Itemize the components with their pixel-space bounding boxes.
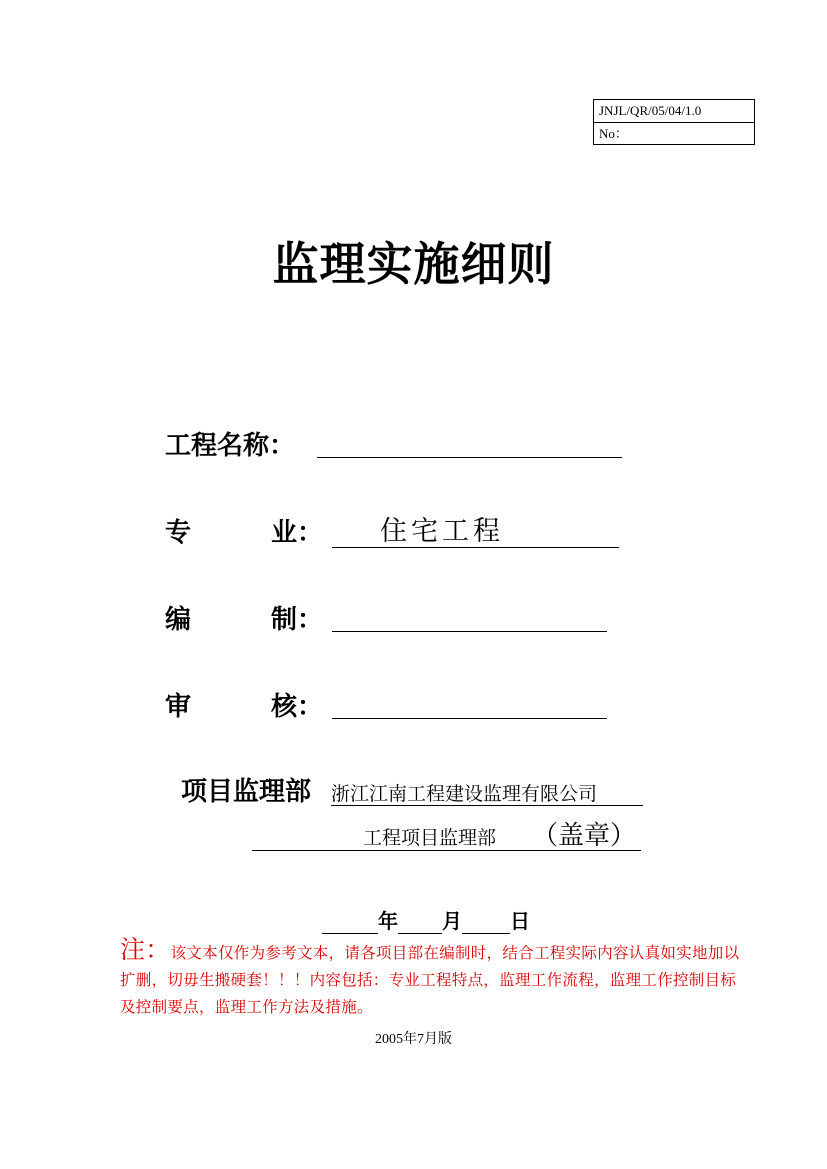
specialty-label-b: 业： (271, 518, 324, 548)
note-head: 注： (120, 935, 171, 964)
reviewed-label-a: 审 (165, 692, 192, 722)
specialty-field (165, 512, 625, 552)
reviewed-label-b: 核： (271, 692, 324, 722)
department-underline-1 (331, 805, 643, 806)
document-code: JNJL/QR/05/04/1.0 (599, 103, 702, 118)
specialty-label-a: 专 (165, 518, 192, 548)
note (120, 936, 750, 1021)
department-company: 浙江江南工程建设监理有限公司 (331, 783, 598, 805)
page-title: 监理实施细则 (272, 237, 555, 291)
note-text: 该文本仅作为参考文本，请各项目部在编制时，结合工程实际内容认真如实地加以扩删，切毋生搬硬套！！！内容包括：专业工程特点，监理工作流程，监理工作控制目标及控制要点，监理工作方法及措施。 (120, 944, 740, 1016)
compiled-label-a: 编 (165, 605, 192, 635)
compiled-label-b: 制： (271, 605, 324, 635)
specialty-value: 住宅工程 (380, 516, 504, 547)
month-blank (398, 913, 442, 934)
project-name-field (165, 425, 625, 465)
edition: 2005年7月版 (375, 1032, 452, 1047)
specialty-underline (332, 547, 619, 548)
month-label: 月 (442, 909, 462, 933)
department-underline-2 (252, 850, 641, 851)
date-line (322, 905, 530, 934)
department-unit: 工程项目监理部 (363, 827, 497, 849)
project-name-label: 工程名称： (165, 431, 296, 461)
year-label: 年 (378, 909, 398, 933)
document-code-box (593, 99, 755, 145)
document-number-label: No： (594, 122, 754, 145)
reviewed-underline (332, 718, 607, 719)
department-label: 项目监理部 (181, 777, 312, 807)
reviewed-field (165, 686, 625, 726)
day-label: 日 (510, 909, 530, 933)
compiled-underline (332, 631, 607, 632)
project-name-underline (317, 457, 622, 458)
compiled-field (165, 599, 625, 639)
day-blank (462, 913, 510, 934)
department-seal: （盖章） (532, 821, 637, 851)
year-blank (322, 913, 378, 934)
